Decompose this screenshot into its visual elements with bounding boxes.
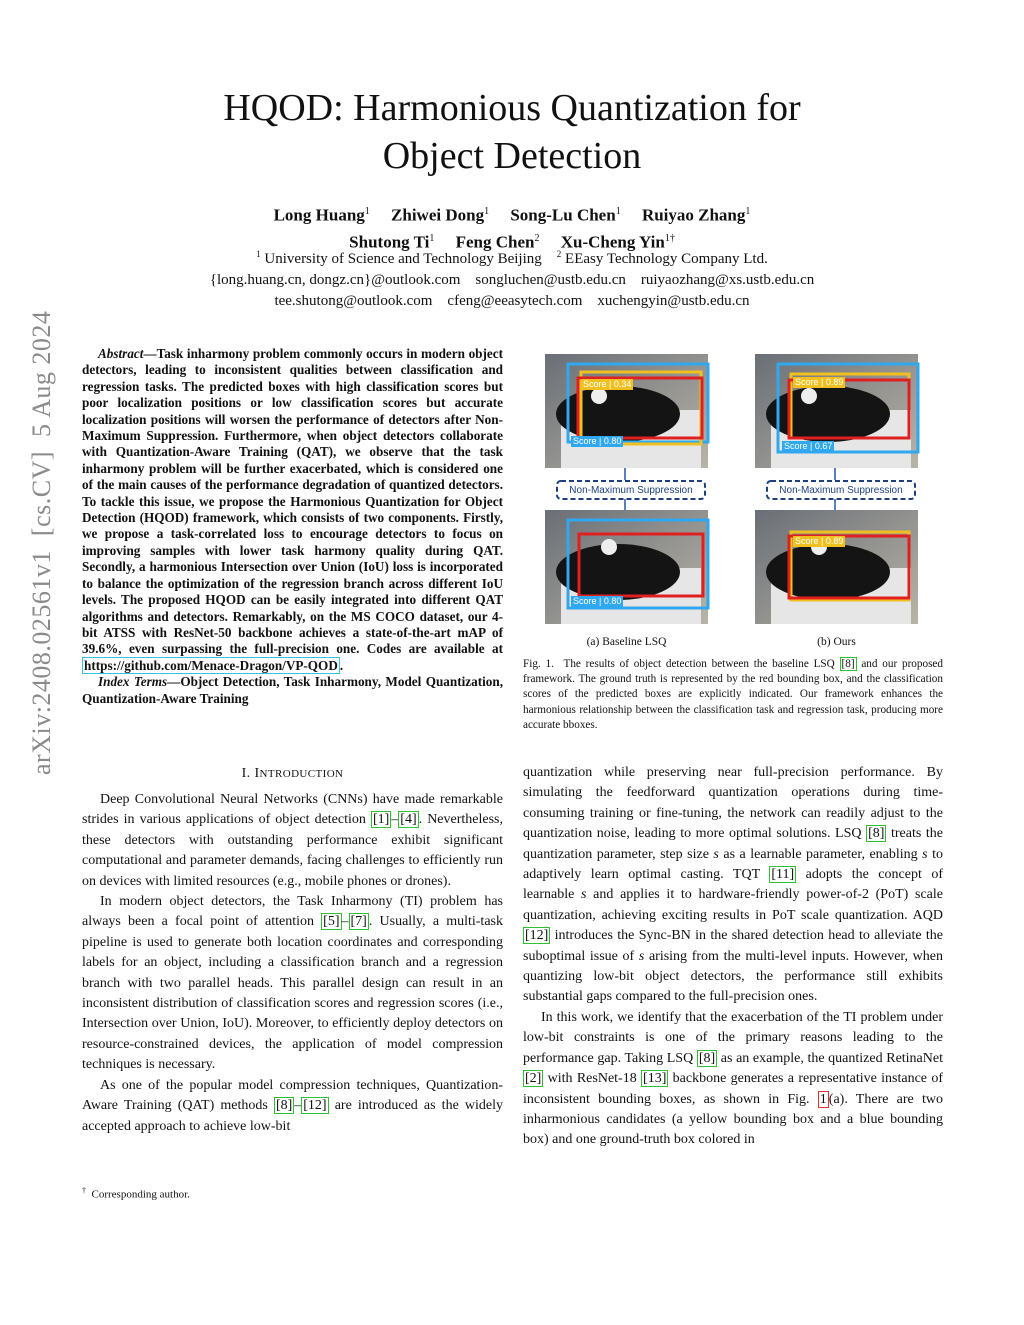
author: Xu-Cheng Yin	[560, 232, 665, 252]
citation[interactable]: [8]	[868, 826, 885, 842]
figure-ref[interactable]: 1	[819, 1091, 827, 1107]
score-label: Score | 0.80	[573, 596, 622, 606]
nms-label-a: Non-Maximum Suppression	[569, 484, 693, 496]
affiliation-1: University of Science and Technology Beijing	[264, 251, 542, 267]
authors-line-2: Shutong Ti$^1$ Feng Chen$^2$ Xu-Cheng Yin$^{1\dagger}$	[349, 232, 675, 252]
paragraph: In modern object detectors, the Task Inharmony (TI) problem has always been a focal point of attention [5] – [7] . Usually, a multi-task pipeline is used to generate both location coordinates and corresponding labels for an object, including a classification branch and a regression branch with two parallel heads. This parallel design can result in an inconsistent distribution of classification scores and regression scores (i.e., Intersection over Union, IoU). Moreover, to efficiently deploy detectors on resource-constrained devices, the application of model compression techniques is necessary.	[82, 894, 503, 1073]
score-label: Score | 0.89	[795, 377, 844, 387]
citation[interactable]: [7]	[350, 914, 367, 930]
section-heading: I. INTRODUCTION	[241, 766, 344, 781]
figure-caption: Fig. 1. The results of object detection between the baseline LSQ [8] and our proposed framework. The ground truth is represented by the red bounding box, and the classification scores of the predicted boxes are explicitly indicated. Our framework enhances the harmonious relationship between the classification task and regression task, producing more accurate bboxes.	[523, 658, 943, 731]
score-label: Score | 0.67	[784, 441, 833, 451]
citation[interactable]: [11]	[771, 867, 795, 883]
panel-a-bottom	[545, 510, 708, 624]
author: Zhiwei Dong	[391, 205, 485, 225]
score-label: Score | 0.34	[583, 379, 632, 389]
abstract: Abstract—Task inharmony problem commonly occurs in modern object detectors, leading to inconsistent qualities between classification and regression tasks. The predicted boxes with high classification scores but poor localization positions or low classification scores but accurate localization positions will worsen the performance of detectors after Non-Maximum Suppression. Furthermore, when object detectors collaborate with Quantization-Aware Training (QAT), we observe that the task inharmony problem will be further exacerbated, which is considered one of the main causes of the performance degradation of quantized detectors. To tackle this issue, we propose the Harmonious Quantization for Object Detection (HQOD) framework, which consists of two components. Firstly, we propose a task-correlated loss to encourage detectors to focus on improving samples with lower task harmony quality during QAT. Secondly, a harmonious Intersection over Union (IoU) loss is incorporated to balance the optimization of the regression branch across different IoU levels. The proposed HQOD can be easily integrated into different QAT algorithms and detectors. Remarkably, on the MS COCO dataset, our 4-bit ATSS with ResNet-50 backbone achieves a state-of-the-art mAP of 39.6%, even surpassing the full-precision one. Codes are available at https://github.com/Menace-Dragon/VP-QOD . Index Terms—Object Detection, Task Inharmony, Model Quantization, Quantization-Aware Training	[82, 346, 504, 706]
author: Ruiyao Zhang	[641, 205, 746, 225]
abstract-text: —Task inharmony problem commonly occurs in modern object detectors, leading to inconsistent qualities between classification and regression tasks. The predicted boxes with high classification scores but poor localization positions or low classification scores but accurate localization positions will worsen the performance of detectors after Non-Maximum Suppression. Furthermore, when object detectors collaborate with Quantization-Aware Training (QAT), we observe that the task inharmony problem will be further exacerbated, which is considered one of the main causes of the performance degradation of quantized detectors. To tackle this issue, we propose the Harmonious Quantization for Object Detection (HQOD) framework, which consists of two components. Firstly, we propose a task-correlated loss to encourage detectors to focus on improving samples with lower task harmony quality during QAT. Secondly, a harmonious Intersection over Union (IoU) loss is incorporated to balance the optimization of the regression branch across different IoU levels. The proposed HQOD can be easily integrated into different QAT algorithms and detectors. Remarkably, on the MS COCO dataset, our 4-bit ATSS with ResNet-50 backbone achieves a state-of-the-art mAP of 39.6%, even surpassing the full-precision one. Codes are available at	[82, 346, 503, 657]
nms-label-b: Non-Maximum Suppression	[779, 484, 903, 496]
citation[interactable]: [8]	[841, 658, 855, 670]
paragraph: quantization while preserving near full-precision performance. By simulating the feedforward quantization operations during time-consuming training or fine-tuning, the network can readily adjust to the quantization noise, leading to more optimal solutions. LSQ [8] treats the quantization parameter, step size s as a learnable parameter, enabling s to adaptively learn optimal casting. TQT [11] adopts the concept of learnable s and applies it to hardware-friendly power-of-2 (PoT) scale quantization, achieving exciting results in PoT scale quantization. AQD [12] introduces the Sync-BN in the shared detection head to alleviate the suboptimal issue of s arising from the multi-level inputs. However, when quantizing low-bit object detectors, the performance still exhibits substantial gaps compared to the full-precision ones.	[523, 765, 943, 1005]
author: Feng Chen	[455, 232, 535, 252]
figure-1	[523, 350, 943, 650]
arxiv-stamp: arXiv:2408.02561v1 [cs.CV] 5 Aug 2024	[27, 310, 56, 775]
footnote: † Corresponding author.	[82, 1186, 190, 1201]
panel-a-top	[545, 354, 708, 468]
code-link[interactable]: https://github.com/Menace-Dragon/VP-QOD	[84, 657, 338, 673]
citation[interactable]: [5]	[323, 914, 340, 930]
body-right-column	[523, 763, 943, 1151]
score-label: Score | 0.89	[795, 536, 844, 546]
emails-line-1: {long.huang.cn, dongz.cn}@outlook.com songluchen@ustb.edu.cn ruiyaozhang@xs.ustb.edu.cn	[209, 272, 815, 288]
citation[interactable]: [4]	[400, 812, 417, 828]
paragraph: In this work, we identify that the exacerbation of the TI problem under low-bit constraints is one of the primary reasons leading to the performance gap. Taking LSQ [8] as an example, the quantized RetinaNet [2] with ResNet-18 [13] backbone generates a representative instance of inconsistent bounding boxes, as shown in Fig. 1 (a). There are two inharmonious candidates (a yellow bounding box and a blue bounding box) and one ground-truth box colored in	[523, 1009, 943, 1148]
paragraph: As one of the popular model compression techniques, Quantization-Aware Training (QAT) methods [8] – [12] are introduced as the widely accepted approach to achieve low-bit	[82, 1077, 503, 1134]
citation[interactable]: [13]	[643, 1071, 667, 1087]
subcaption-b: (b) Ours	[817, 636, 856, 648]
title-line-2: Object Detection	[382, 135, 642, 177]
index-terms-label: Index Terms	[98, 674, 168, 690]
score-label: Score | 0.80	[573, 436, 622, 446]
citation[interactable]: [1]	[372, 812, 390, 828]
panel-b-bottom	[755, 510, 918, 624]
citation[interactable]: [12]	[525, 928, 549, 944]
authors-line-1: Long Huang$^1$ Zhiwei Dong$^1$ Song-Lu Chen$^1$ Ruiyao Zhang$^1$	[273, 205, 751, 225]
title-line-1: HQOD: Harmonious Quantization for	[223, 87, 801, 129]
paragraph: Deep Convolutional Neural Networks (CNNs) have made remarkable strides in various applications of object detection [1] – [4] . Nevertheless, these detectors with outstanding performance exhibit significant computational and parameter demands, facing challenges to efficiently run on devices with limited resources (e.g., mobile phones or drones).	[82, 792, 503, 889]
affiliations	[0, 244, 1024, 312]
caption-label: Fig. 1.	[523, 658, 554, 670]
index-terms: —Object Detection, Task Inharmony, Model Quantization, Quantization-Aware Training	[82, 674, 504, 706]
body-left-column	[82, 790, 503, 1137]
affiliation-2: EEasy Technology Company Ltd.	[565, 251, 768, 267]
citation[interactable]: [12]	[303, 1098, 327, 1114]
citation[interactable]: [2]	[525, 1071, 542, 1087]
emails-line-2: tee.shutong@outlook.com cfeng@eeasytech.com xuchengyin@ustb.edu.cn	[274, 293, 750, 309]
subcaption-a: (a) Baseline LSQ	[586, 636, 667, 648]
author: Shutong Ti	[349, 232, 430, 252]
citation[interactable]: [8]	[698, 1050, 716, 1066]
citation[interactable]: [8]	[275, 1098, 293, 1114]
author: Song-Lu Chen	[510, 205, 616, 225]
author: Long Huang	[273, 205, 365, 225]
abstract-label: Abstract	[98, 346, 144, 361]
paper-title	[0, 84, 1024, 180]
panel-b-top	[755, 354, 918, 468]
affiliation-line: $^1$ University of Science and Technology Beijing $^2$ EEasy Technology Company Ltd.	[256, 249, 768, 267]
